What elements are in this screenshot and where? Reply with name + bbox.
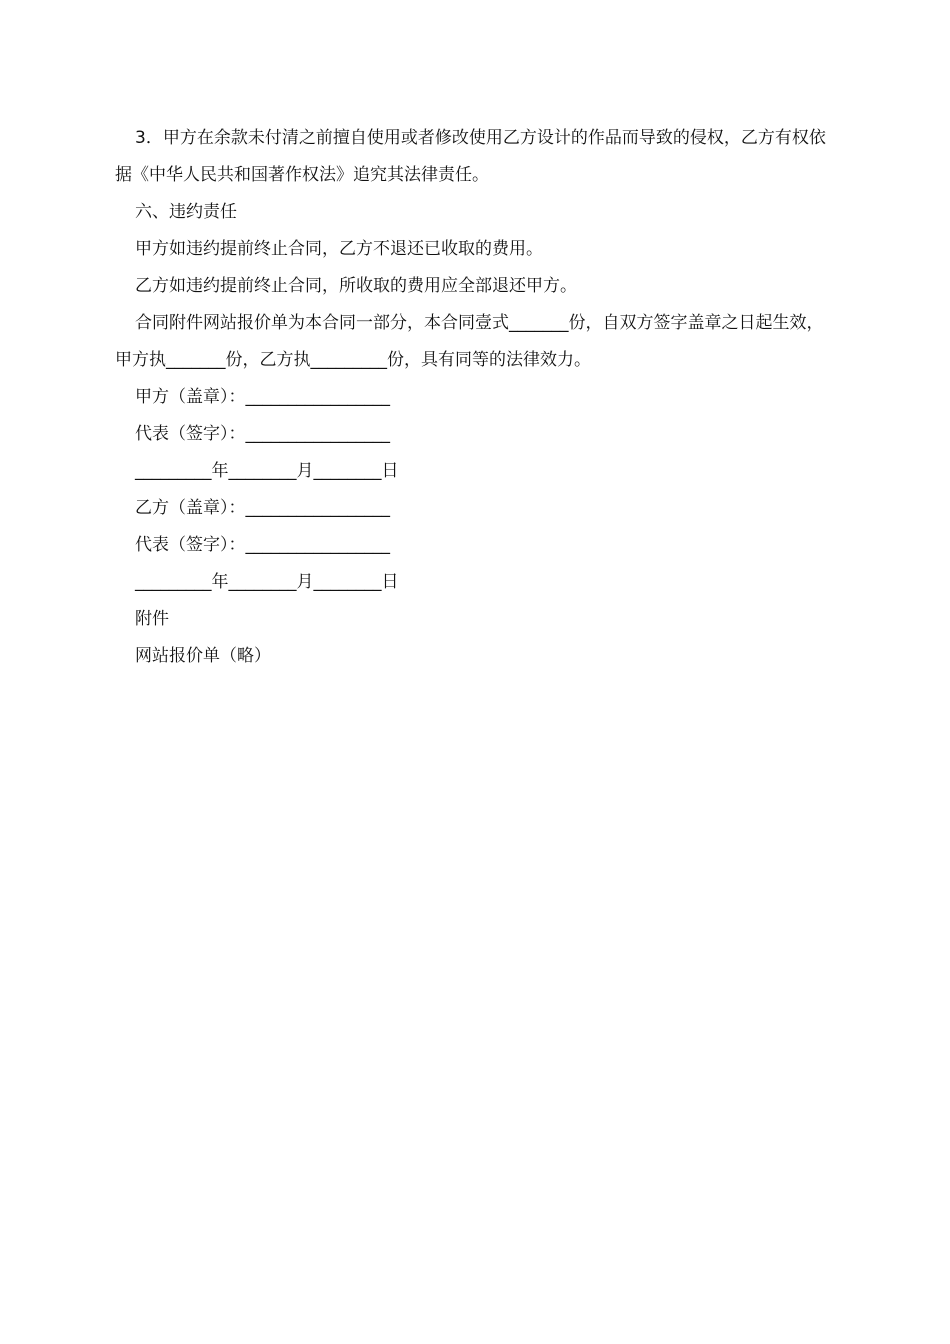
appendix-item-quote-sheet: 网站报价单（略） xyxy=(135,646,271,666)
party-b-seal-line: 乙方（盖章）：_________________ xyxy=(135,498,390,518)
party-b-representative-line: 代表（签字）：_________________ xyxy=(135,535,390,555)
appendix-validity-clause: 合同附件网站报价单为本合同一部分，本合同壹式_______份，自双方签字盖章之日起生效，甲方执_______份，乙方执_________份，具有同等的法律效力。 xyxy=(115,313,824,370)
party-a-representative-line: 代表（签字）：_________________ xyxy=(135,424,390,444)
contract-text xyxy=(115,120,835,675)
party-b-breach-clause: 乙方如违约提前终止合同，所收取的费用应全部退还甲方。 xyxy=(135,276,577,296)
party-a-seal-line: 甲方（盖章）：_________________ xyxy=(135,387,390,407)
party-a-breach-clause: 甲方如违约提前终止合同，乙方不退还已收取的费用。 xyxy=(135,239,543,259)
party-b-date-line: _________年________月________日 xyxy=(135,572,399,592)
section-heading-breach: 六、违约责任 xyxy=(135,202,237,222)
party-a-date-line: _________年________月________日 xyxy=(135,461,399,481)
clause-3-infringement: 3．甲方在余款未付清之前擅自使用或者修改使用乙方设计的作品而导致的侵权，乙方有权依据《中华人民共和国著作权法》追究其法律责任。 xyxy=(115,128,826,185)
appendix-heading: 附件 xyxy=(135,609,169,629)
